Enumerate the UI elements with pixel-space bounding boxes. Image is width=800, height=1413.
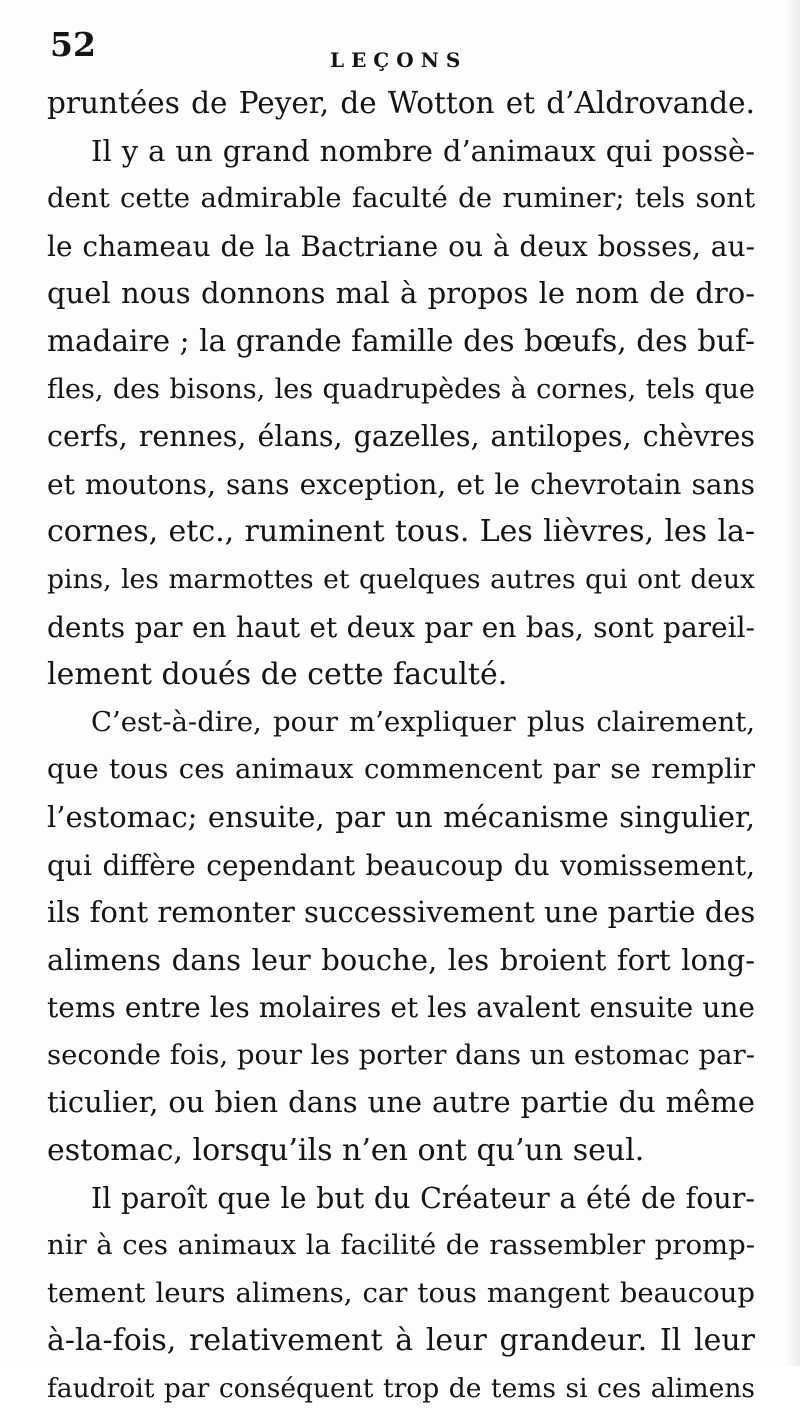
text-line: tems entre les molaires et les avalent ensuite une	[47, 991, 755, 1025]
text-line: lement doués de cette faculté.	[47, 657, 508, 693]
text-line: dents par en haut et deux par en bas, sont pareil-	[47, 610, 755, 644]
text-line: faudroit par conséquent trop de tems si ces alimens	[47, 1373, 755, 1405]
page-number: 52	[50, 25, 96, 64]
text-line: qui diffère cependant beaucoup du vomissement,	[47, 848, 755, 882]
text-line: que tous ces animaux commencent par se remplir	[47, 753, 755, 786]
text-line: tement leurs alimens, car tous mangent beaucoup	[47, 1276, 755, 1309]
body-text	[47, 80, 755, 1413]
text-line: cerfs, rennes, élans, gazelles, antilopes, chèvres	[47, 420, 755, 454]
text-line: estomac, lorsqu’ils n’en ont qu’un seul.	[47, 1133, 645, 1169]
text-line: C’est-à-dire, pour m’expliquer plus clairement,	[91, 705, 755, 738]
text-line: dent cette admirable faculté de ruminer; tels sont	[47, 182, 755, 215]
text-line: quel nous donnons mal à propos le nom de dro-	[47, 276, 755, 311]
text-line: le chameau de la Bactriane ou à deux bosses, au-	[47, 229, 755, 263]
page-edge-shadow	[786, 0, 800, 1366]
text-line: fles, des bisons, les quadrupèdes à cornes, tels que	[47, 373, 755, 405]
text-line: ticulier, ou bien dans une autre partie du même	[47, 1085, 755, 1120]
running-head: LEÇONS	[330, 48, 468, 72]
text-line: madaire ; la grande famille des bœufs, des buf-	[47, 323, 755, 358]
text-line: cornes, etc., ruminent tous. Les lièvres, les la-	[47, 514, 755, 550]
text-line: l’estomac; ensuite, par un mécanisme singulier,	[47, 799, 755, 834]
text-line: nir à ces animaux la facilité de rassembler promp-	[47, 1229, 755, 1262]
text-line: pruntées de Peyer, de Wotton et d’Aldrovande.	[47, 86, 755, 120]
text-line: à-la-fois, relativement à leur grandeur. Il leur	[47, 1323, 755, 1359]
text-line: alimens dans leur bouche, les broient fort long-	[47, 942, 755, 977]
text-line: Il paroît que le but du Créateur a été de four-	[91, 1181, 755, 1215]
text-line: et moutons, sans exception, et le chevrotain sans	[47, 467, 755, 501]
text-line: pins, les marmottes et quelques autres qui ont deux	[47, 563, 755, 595]
text-line: Il y a un grand nombre d’animaux qui possè-	[91, 133, 755, 168]
text-line: ils font remonter successivement une partie des	[47, 895, 755, 930]
text-line: seconde fois, pour les porter dans un estomac par-	[47, 1038, 755, 1071]
